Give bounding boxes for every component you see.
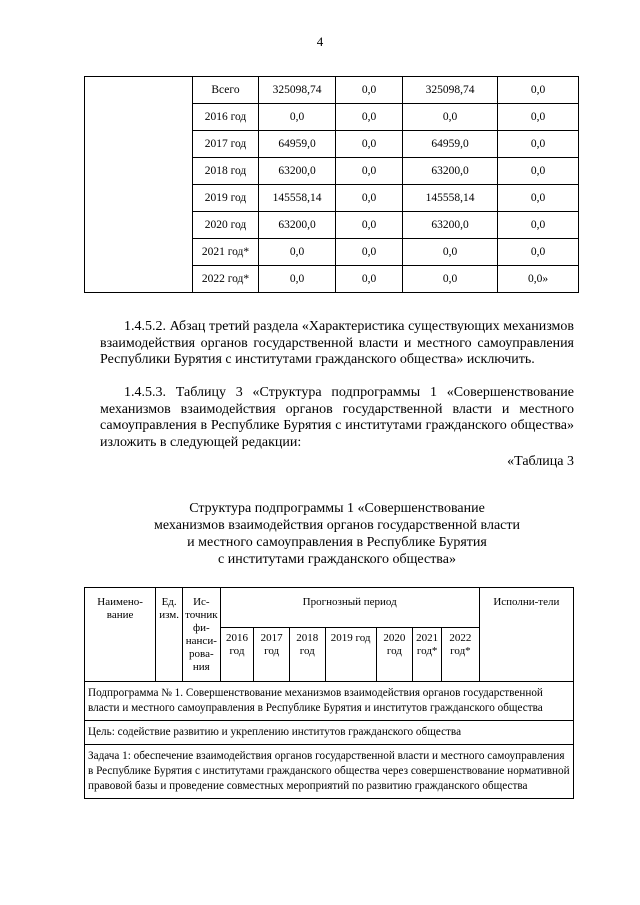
value-cell: 0,0 (259, 104, 336, 131)
page-number: 4 (316, 34, 324, 49)
value-cell: 325098,74 (403, 77, 498, 104)
title-line: Структура подпрограммы 1 «Совершенствование (189, 501, 485, 516)
value-cell: 0,0 (259, 266, 336, 293)
header-year: 2020 год (376, 628, 413, 682)
value-cell: 145558,14 (403, 185, 498, 212)
value-cell: 325098,74 (259, 77, 336, 104)
value-cell: 0,0 (498, 77, 579, 104)
header-year: 2017 год (254, 628, 290, 682)
header-year: 2019 год (325, 628, 376, 682)
value-cell: 0,0 (336, 158, 403, 185)
value-cell: 0,0 (498, 239, 579, 266)
value-cell: 0,0 (336, 212, 403, 239)
value-cell: 0,0 (498, 212, 579, 239)
empty-cell (85, 77, 193, 293)
value-cell: 0,0 (259, 239, 336, 266)
value-cell: 0,0 (336, 131, 403, 158)
year-label: 2016 год (193, 104, 259, 131)
value-cell: 0,0 (336, 104, 403, 131)
finance-row (85, 77, 579, 104)
value-cell: 64959,0 (403, 131, 498, 158)
value-cell: 0,0» (498, 266, 579, 293)
value-cell: 0,0 (498, 185, 579, 212)
header-source: Ис-точник фи-нанси-рова-ния (183, 588, 221, 682)
task-row: Задача 1: обеспечение взаимодействия органов государственной власти и местного самоуправления в Республике Бурятия с институтами гражданского общества через совершенствование нормативной правовой базы и проведение совместных мероприятий по развитию гражданского общества (85, 745, 574, 799)
header-year: 2018 год (289, 628, 325, 682)
value-cell: 0,0 (336, 239, 403, 266)
header-year: 2022 год* (442, 628, 480, 682)
header-year: 2021 год* (413, 628, 442, 682)
value-cell: 0,0 (403, 266, 498, 293)
value-cell: 64959,0 (259, 131, 336, 158)
value-cell: 0,0 (498, 104, 579, 131)
structure-table (84, 587, 574, 799)
value-cell: 0,0 (336, 266, 403, 293)
title-line: и местного самоуправления в Республике Бурятия (187, 535, 487, 550)
finance-table (84, 76, 579, 293)
value-cell: 0,0 (498, 131, 579, 158)
title-line: с институтами гражданского общества» (218, 552, 456, 567)
value-cell: 63200,0 (403, 158, 498, 185)
value-cell: 63200,0 (403, 212, 498, 239)
year-label: 2017 год (193, 131, 259, 158)
table-label: «Таблица 3 (507, 454, 574, 469)
value-cell: 145558,14 (259, 185, 336, 212)
year-label: 2021 год* (193, 239, 259, 266)
header-name: Наимено-вание (85, 588, 156, 682)
structure-title (100, 500, 574, 568)
title-line: механизмов взаимодействия органов государственной власти (154, 518, 520, 533)
year-label: 2019 год (193, 185, 259, 212)
value-cell: 0,0 (498, 158, 579, 185)
value-cell: 63200,0 (259, 212, 336, 239)
value-cell: 63200,0 (259, 158, 336, 185)
header-year: 2016 год (220, 628, 254, 682)
value-cell: 0,0 (336, 185, 403, 212)
year-label: 2022 год* (193, 266, 259, 293)
value-cell: 0,0 (403, 104, 498, 131)
value-cell: 0,0 (336, 77, 403, 104)
header-unit: Ед. изм. (156, 588, 183, 682)
subprogram-row: Подпрограмма № 1. Совершенствование механизмов взаимодействия органов государственной власти и местного самоуправления в Республике Бурятия и институтов гражданского общества (85, 682, 574, 721)
value-cell: 0,0 (403, 239, 498, 266)
year-label: 2018 год (193, 158, 259, 185)
paragraph-1-4-5-3: 1.4.5.3. Таблицу 3 «Структура подпрограммы 1 «Совершенствование механизмов взаимодействия органов государственной власти и местного самоуправления в Республике Бурятия с институтами гражданского общества» изложить в следующей редакции: (100, 385, 574, 450)
header-executors: Исполни-тели (479, 588, 573, 682)
header-period: Прогнозный период (220, 588, 479, 628)
year-label: Всего (193, 77, 259, 104)
goal-row: Цель: содействие развитию и укреплению институтов гражданского общества (85, 721, 574, 745)
paragraph-1-4-5-2: 1.4.5.2. Абзац третий раздела «Характеристика существующих механизмов взаимодействия органов государственной власти и местного самоуправления Республики Бурятия с институтами гражданского общества» исключить. (100, 319, 574, 367)
year-label: 2020 год (193, 212, 259, 239)
